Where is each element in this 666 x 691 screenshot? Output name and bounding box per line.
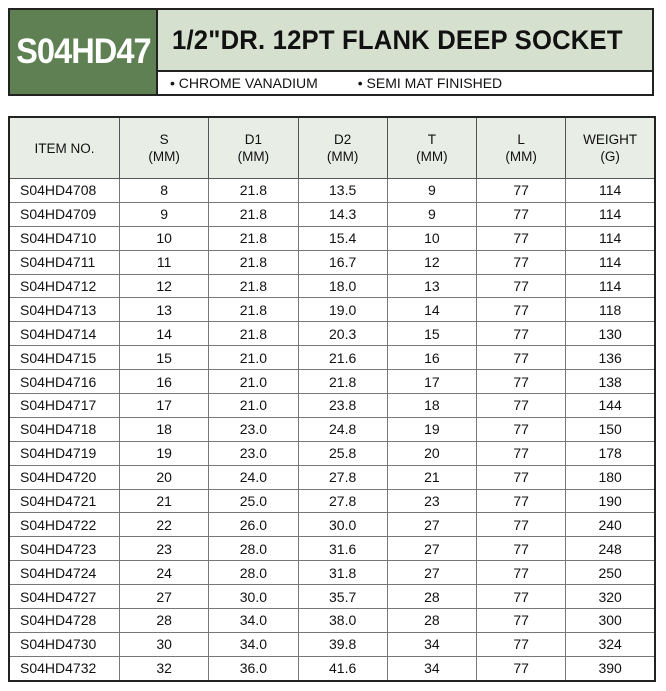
spec-cell: 77 (477, 609, 566, 633)
spec-cell: 77 (477, 489, 566, 513)
table-row (9, 441, 655, 465)
item-number-cell: S04HD4711 (9, 250, 120, 274)
spec-cell: 248 (566, 537, 655, 561)
spec-cell: 13 (387, 274, 476, 298)
column-header-name: WEIGHT (583, 132, 638, 147)
spec-cell: 114 (566, 226, 655, 250)
table-row (9, 465, 655, 489)
table-row (9, 370, 655, 394)
spec-cell: 26.0 (209, 513, 298, 537)
spec-cell: 28 (387, 609, 476, 633)
spec-cell: 19 (387, 417, 476, 441)
spec-cell: 38.0 (298, 609, 387, 633)
spec-cell: 77 (477, 632, 566, 656)
spec-cell: 77 (477, 441, 566, 465)
spec-cell: 114 (566, 179, 655, 203)
table-row (9, 489, 655, 513)
spec-cell: 178 (566, 441, 655, 465)
spec-cell: 25.8 (298, 441, 387, 465)
table-row (9, 656, 655, 680)
spec-cell: 18 (120, 417, 209, 441)
item-number-cell: S04HD4714 (9, 322, 120, 346)
item-number-cell: S04HD4715 (9, 346, 120, 370)
spec-cell: 27 (387, 561, 476, 585)
spec-cell: 14.3 (298, 202, 387, 226)
spec-cell: 30 (120, 632, 209, 656)
spec-cell: 28 (120, 609, 209, 633)
item-number-cell: S04HD4712 (9, 274, 120, 298)
spec-cell: 21.8 (209, 250, 298, 274)
feature-chrome-vanadium: • CHROME VANADIUM (170, 75, 318, 91)
spec-cell: 14 (120, 322, 209, 346)
spec-cell: 17 (387, 370, 476, 394)
spec-cell: 39.8 (298, 632, 387, 656)
spec-cell: 77 (477, 656, 566, 680)
spec-cell: 12 (387, 250, 476, 274)
spec-cell: 114 (566, 274, 655, 298)
spec-cell: 150 (566, 417, 655, 441)
spec-cell: 240 (566, 513, 655, 537)
spec-cell: 21.8 (209, 226, 298, 250)
table-row (9, 226, 655, 250)
table-row (9, 322, 655, 346)
item-number-cell: S04HD4709 (9, 202, 120, 226)
title-band (158, 10, 652, 72)
spec-cell: 27 (387, 537, 476, 561)
spec-cell: 23.8 (298, 394, 387, 418)
item-number-cell: S04HD4717 (9, 394, 120, 418)
item-number-cell: S04HD4732 (9, 656, 120, 680)
spec-cell: 34 (387, 656, 476, 680)
table-row (9, 179, 655, 203)
table-row (9, 513, 655, 537)
spec-cell: 21.0 (209, 370, 298, 394)
spec-cell: 130 (566, 322, 655, 346)
spec-cell: 21.8 (209, 298, 298, 322)
spec-cell: 19.0 (298, 298, 387, 322)
spec-cell: 114 (566, 202, 655, 226)
spec-cell: 24.8 (298, 417, 387, 441)
table-row (9, 609, 655, 633)
spec-cell: 27.8 (298, 489, 387, 513)
spec-cell: 138 (566, 370, 655, 394)
spec-cell: 41.6 (298, 656, 387, 680)
column-header-name: ITEM NO. (34, 140, 95, 156)
spec-cell: 15 (120, 346, 209, 370)
column-header (566, 117, 655, 179)
table-row (9, 298, 655, 322)
spec-cell: 180 (566, 465, 655, 489)
spec-cell: 136 (566, 346, 655, 370)
column-header-name: D1 (244, 132, 262, 147)
spec-cell: 9 (387, 202, 476, 226)
column-header-unit: (MM) (326, 149, 359, 164)
spec-table (8, 116, 656, 682)
spec-cell: 77 (477, 370, 566, 394)
spec-cell: 31.6 (298, 537, 387, 561)
spec-cell: 21 (387, 465, 476, 489)
table-row (9, 394, 655, 418)
spec-cell: 77 (477, 465, 566, 489)
spec-cell: 34.0 (209, 632, 298, 656)
product-header (8, 8, 654, 96)
spec-cell: 24 (120, 561, 209, 585)
spec-cell: 300 (566, 609, 655, 633)
title-column (158, 10, 652, 94)
table-row (9, 585, 655, 609)
spec-cell: 21.8 (209, 202, 298, 226)
table-row (9, 417, 655, 441)
item-number-cell: S04HD4721 (9, 489, 120, 513)
table-row (9, 274, 655, 298)
column-header-name: S (159, 132, 169, 147)
column-header-unit: (MM) (505, 149, 537, 164)
spec-cell: 34 (387, 632, 476, 656)
spec-cell: 27 (387, 513, 476, 537)
column-header (387, 117, 476, 179)
spec-cell: 250 (566, 561, 655, 585)
spec-cell: 77 (477, 394, 566, 418)
column-header-unit: (MM) (237, 149, 270, 164)
spec-cell: 16.7 (298, 250, 387, 274)
spec-cell: 77 (477, 513, 566, 537)
spec-cell: 15 (387, 322, 476, 346)
feature-list (158, 72, 652, 94)
item-number-cell: S04HD4720 (9, 465, 120, 489)
spec-cell: 17 (120, 394, 209, 418)
spec-cell: 77 (477, 202, 566, 226)
table-row (9, 346, 655, 370)
spec-cell: 12 (120, 274, 209, 298)
spec-cell: 190 (566, 489, 655, 513)
spec-cell: 77 (477, 561, 566, 585)
table-row (9, 202, 655, 226)
spec-cell: 77 (477, 250, 566, 274)
spec-cell: 15.4 (298, 226, 387, 250)
table-row (9, 632, 655, 656)
column-header-name: D2 (333, 132, 352, 147)
product-title: 1/2"DR. 12PT FLANK DEEP SOCKET (172, 24, 623, 55)
item-number-cell: S04HD4727 (9, 585, 120, 609)
spec-cell: 10 (120, 226, 209, 250)
table-row (9, 250, 655, 274)
spec-cell: 20 (120, 465, 209, 489)
spec-cell: 77 (477, 537, 566, 561)
spec-cell: 28 (387, 585, 476, 609)
spec-cell: 28.0 (209, 537, 298, 561)
spec-cell: 9 (387, 179, 476, 203)
product-code-box (10, 10, 158, 94)
table-row (9, 561, 655, 585)
spec-cell: 27.8 (298, 465, 387, 489)
spec-cell: 36.0 (209, 656, 298, 680)
spec-cell: 23 (387, 489, 476, 513)
item-number-cell: S04HD4716 (9, 370, 120, 394)
item-number-cell: S04HD4722 (9, 513, 120, 537)
spec-cell: 77 (477, 298, 566, 322)
feature-semi-mat-finished: • SEMI MAT FINISHED (357, 75, 503, 91)
spec-cell: 77 (477, 346, 566, 370)
spec-cell: 23 (120, 537, 209, 561)
spec-cell: 25.0 (209, 489, 298, 513)
item-number-cell: S04HD4718 (9, 417, 120, 441)
spec-cell: 21 (120, 489, 209, 513)
spec-cell: 9 (120, 202, 209, 226)
column-header (9, 117, 120, 179)
spec-cell: 22 (120, 513, 209, 537)
spec-cell: 24.0 (209, 465, 298, 489)
spec-cell: 34.0 (209, 609, 298, 633)
item-number-cell: S04HD4723 (9, 537, 120, 561)
spec-cell: 18.0 (298, 274, 387, 298)
item-number-cell: S04HD4728 (9, 609, 120, 633)
spec-cell: 114 (566, 250, 655, 274)
spec-cell: 35.7 (298, 585, 387, 609)
spec-cell: 21.0 (209, 346, 298, 370)
spec-cell: 21.8 (209, 274, 298, 298)
spec-cell: 324 (566, 632, 655, 656)
spec-cell: 19 (120, 441, 209, 465)
item-number-cell: S04HD4719 (9, 441, 120, 465)
product-code: S04HD47 (15, 32, 151, 71)
spec-cell: 23.0 (209, 441, 298, 465)
spec-cell: 23.0 (209, 417, 298, 441)
spec-cell: 77 (477, 179, 566, 203)
spec-cell: 14 (387, 298, 476, 322)
item-number-cell: S04HD4713 (9, 298, 120, 322)
spec-cell: 30.0 (298, 513, 387, 537)
table-header-row (9, 117, 655, 179)
spec-cell: 13 (120, 298, 209, 322)
spec-cell: 21.8 (209, 322, 298, 346)
spec-cell: 77 (477, 226, 566, 250)
spec-cell: 28.0 (209, 561, 298, 585)
column-header-name: T (427, 132, 436, 147)
item-number-cell: S04HD4710 (9, 226, 120, 250)
spec-cell: 13.5 (298, 179, 387, 203)
spec-cell: 390 (566, 656, 655, 680)
table-row (9, 537, 655, 561)
column-header (298, 117, 387, 179)
spec-cell: 10 (387, 226, 476, 250)
spec-cell: 8 (120, 179, 209, 203)
item-number-cell: S04HD4730 (9, 632, 120, 656)
spec-cell: 320 (566, 585, 655, 609)
spec-cell: 18 (387, 394, 476, 418)
spec-cell: 30.0 (209, 585, 298, 609)
column-header-unit: (MM) (148, 149, 180, 164)
spec-cell: 77 (477, 417, 566, 441)
spec-cell: 77 (477, 585, 566, 609)
spec-cell: 21.6 (298, 346, 387, 370)
spec-cell: 21.8 (209, 179, 298, 203)
spec-cell: 21.8 (298, 370, 387, 394)
column-header-unit: (MM) (416, 149, 448, 164)
column-header (209, 117, 298, 179)
table-body (9, 179, 655, 681)
spec-cell: 27 (120, 585, 209, 609)
spec-cell: 20.3 (298, 322, 387, 346)
spec-cell: 32 (120, 656, 209, 680)
spec-cell: 16 (120, 370, 209, 394)
spec-cell: 16 (387, 346, 476, 370)
item-number-cell: S04HD4724 (9, 561, 120, 585)
spec-cell: 77 (477, 274, 566, 298)
spec-cell: 21.0 (209, 394, 298, 418)
spec-cell: 144 (566, 394, 655, 418)
item-number-cell: S04HD4708 (9, 179, 120, 203)
column-header (120, 117, 209, 179)
column-header (477, 117, 566, 179)
spec-cell: 20 (387, 441, 476, 465)
column-header-name: L (517, 132, 525, 147)
spec-cell: 77 (477, 322, 566, 346)
column-header-unit: (G) (600, 149, 620, 164)
spec-cell: 31.8 (298, 561, 387, 585)
spec-cell: 11 (120, 250, 209, 274)
spec-cell: 118 (566, 298, 655, 322)
